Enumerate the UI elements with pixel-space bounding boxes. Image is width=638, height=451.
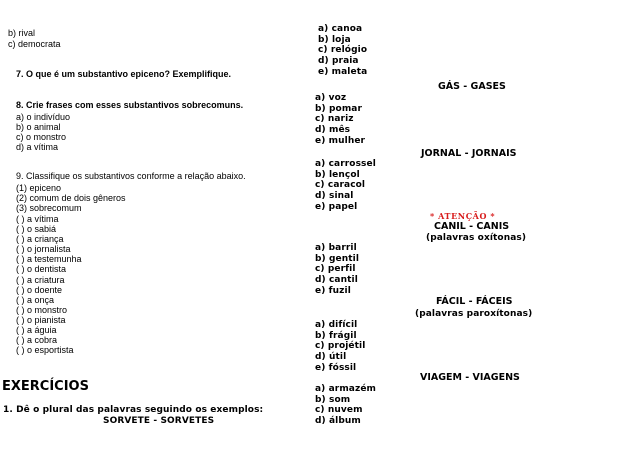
question-7: 7. O que é um substantivo epiceno? Exemplifique.	[16, 69, 232, 79]
list-item: a) carrossel	[315, 159, 376, 169]
list-item: d) sinal	[315, 191, 354, 202]
list-item: ( ) o jornalista	[16, 244, 71, 255]
list-item: c) o monstro	[16, 132, 67, 143]
q6-option-b: b) rival	[8, 28, 36, 38]
word-group-6	[315, 384, 376, 427]
list-item: a) armazém	[315, 384, 377, 394]
list-item: ( ) a onça	[16, 294, 55, 305]
note-paroxitonas: (palavras paroxítonas)	[415, 309, 533, 319]
section-title-exercicios: EXERCÍCIOS	[2, 379, 89, 394]
list-item: a) voz	[315, 93, 347, 103]
list-item: b) frágil	[315, 330, 357, 341]
list-item: b) lençol	[315, 169, 360, 180]
list-item: b) gentil	[315, 253, 360, 264]
list-item: (2) comum de dois gêneros	[16, 193, 126, 204]
list-item: d) mês	[315, 125, 351, 136]
q8-options	[16, 112, 70, 152]
attention-label: * ATENÇÃO *	[430, 211, 496, 221]
word-group-5	[315, 320, 365, 374]
list-item: ( ) a testemunha	[16, 254, 82, 265]
q9-items	[16, 214, 82, 355]
q9-key	[16, 183, 126, 213]
list-item: d) praia	[318, 56, 359, 67]
exercise-1-example: SORVETE - SORVETES	[103, 416, 215, 426]
list-item: ( ) a águia	[16, 325, 57, 336]
list-item: ( ) o sabiá	[16, 224, 57, 235]
heading-canil-canis: CANIL - CANIS	[434, 221, 510, 232]
list-item: c) nariz	[315, 114, 354, 125]
list-item: ( ) a vítima	[16, 214, 59, 224]
list-item: b) loja	[318, 34, 351, 45]
list-item: a) difícil	[315, 320, 358, 330]
list-item: b) pomar	[315, 103, 363, 114]
list-item: d) útil	[315, 352, 347, 363]
list-item: e) papel	[315, 201, 358, 212]
word-group-1	[318, 24, 367, 78]
list-item: ( ) a criança	[16, 234, 64, 245]
list-item: e) fóssil	[315, 362, 357, 373]
heading-facil-faceis: FÁCIL - FÁCEIS	[436, 296, 513, 307]
word-group-3	[315, 159, 376, 213]
list-item: e) maleta	[318, 66, 368, 77]
list-item: d) a vítima	[16, 142, 59, 153]
question-8: 8. Crie frases com esses substantivos sobrecomuns.	[16, 100, 244, 110]
list-item: b) o animal	[16, 122, 61, 133]
list-item: a) o indivíduo	[16, 112, 71, 122]
list-item: ( ) o doente	[16, 284, 63, 295]
q6-option-c: c) democrata	[8, 39, 61, 49]
list-item: d) álbum	[315, 416, 361, 427]
exercise-1-instruction: 1. Dê o plural das palavras seguindo os exemplos:	[3, 405, 264, 415]
list-item: c) nuvem	[315, 405, 363, 416]
list-item: a) barril	[315, 243, 357, 253]
list-item: e) mulher	[315, 135, 366, 146]
list-item: (3) sobrecomum	[16, 203, 82, 214]
list-item: (1) epiceno	[16, 183, 62, 193]
list-item: ( ) o pianista	[16, 314, 66, 325]
list-item: ( ) a criatura	[16, 274, 65, 285]
list-item: a) canoa	[318, 24, 363, 34]
word-group-4	[315, 243, 359, 297]
list-item: ( ) o esportista	[16, 345, 74, 356]
heading-viagem-viagens: VIAGEM - VIAGENS	[420, 372, 520, 383]
list-item: c) perfil	[315, 264, 356, 275]
list-item: c) projétil	[315, 341, 366, 352]
list-item: ( ) a cobra	[16, 335, 58, 346]
note-oxitonas: (palavras oxítonas)	[426, 233, 527, 243]
word-group-2	[315, 93, 365, 147]
list-item: c) caracol	[315, 180, 366, 191]
list-item: d) cantil	[315, 275, 358, 286]
question-9: 9. Classifique os substantivos conforme a relação abaixo.	[16, 171, 246, 181]
list-item: e) fuzil	[315, 285, 351, 296]
list-item: c) relógio	[318, 45, 368, 56]
list-item: ( ) o dentista	[16, 264, 67, 275]
heading-jornal-jornais: JORNAL - JORNAIS	[421, 148, 517, 159]
list-item: b) som	[315, 394, 351, 405]
heading-gas-gases: GÁS - GASES	[438, 81, 506, 92]
list-item: ( ) o monstro	[16, 304, 68, 315]
